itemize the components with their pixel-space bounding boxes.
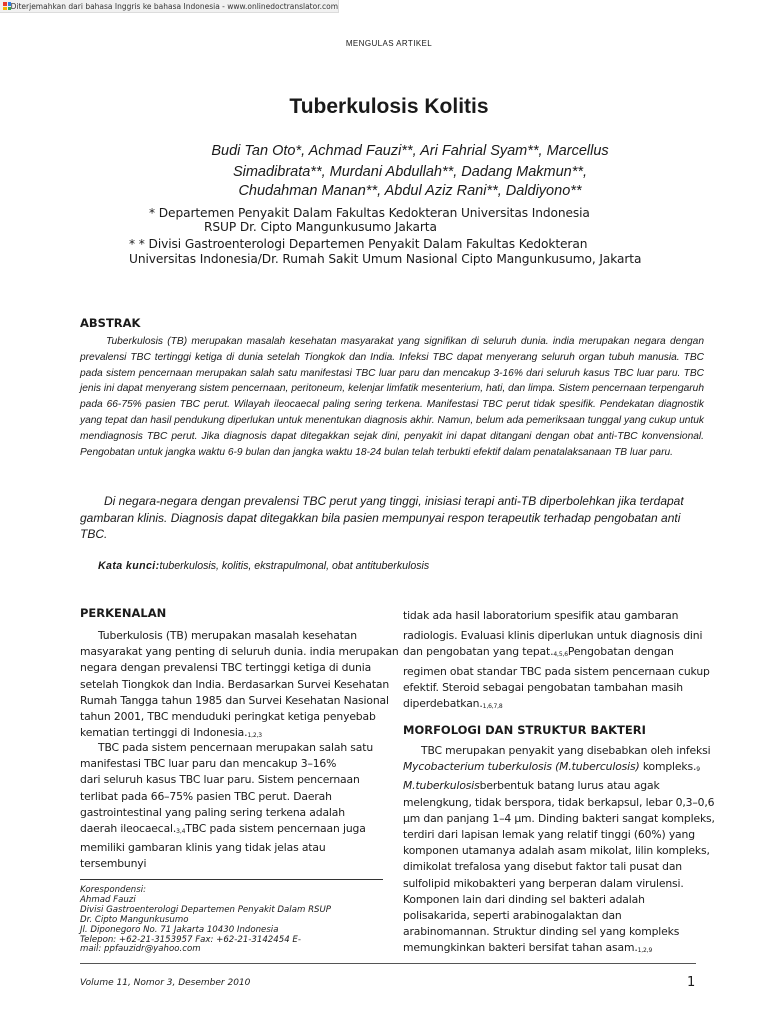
text-line: dimikolat trefalosa yang disebut faktor tali pusat dan <box>403 860 682 874</box>
text-line <box>403 759 715 778</box>
text-line <box>403 778 715 794</box>
journal-volume: Volume 11, Nomor 3, Desember 2010 <box>80 978 251 988</box>
text-line: tidak ada hasil laboratorium spesifik atau gambaran <box>403 609 679 622</box>
morphology-paragraph <box>403 743 715 960</box>
text-line: arabinomannan. Struktur dinding sel yang kompleks <box>403 925 680 939</box>
article-title: Tuberkulosis Kolitis <box>289 95 489 118</box>
text-fragment: Pengobatan dengan <box>567 645 674 659</box>
correspondence-address: Jl. Diponegoro No. 71 Jakarta 10430 Indonesia <box>80 924 279 935</box>
abstract-heading: ABSTRAK <box>80 316 141 330</box>
text-line: efektif. Steroid sebagai pengobatan tambahan masih <box>403 680 683 694</box>
abstract-paragraph-1: Tuberkulosis (TB) merupakan masalah kesehatan masyarakat yang signifikan di seluruh dunia. india merupakan negara dengan prevalensi TBC tertinggi ketiga di dunia setelah Tiongkok dan India. Infeksi TBC dapat menyerang seluruh organ tubuh manusia. TBC pada sistem pencernaan merupakan salah satu manifestasi TBC luar paru dan mencakup 3-16% dari seluruh kasus TBC luar paru. TBC jenis ini dapat menyerang sistem pencernaan, peritoneum, kelenjar limfatik mesenterium, hati, dan limpa. Sistem pencernaan terpengaruh pada 66-75% pasien TBC perut. Wilayah ileocaecal paling sering terkena. Manifestasi TBC perut tidak spesifik. Pendekatan diagnostik yang tepat dan hasil pendukung diperlukan untuk menentukan diagnosis akhir. Namun, belum ada pemeriksaan tunggal yang cukup untuk mendiagnosis TBC perut. Jika diagnosis dapat ditegakkan sejak dini, penyakit ini dapat ditangani dengan obat anti-TBC konvensional. Pengobatan untuk jangka waktu 6-9 bulan dan jangka waktu 18-24 bulan telah terbukti efektif dalam penatalaksanaan TB luar paru. <box>80 336 704 458</box>
introduction-paragraph-1 <box>80 628 399 744</box>
correspondence-divider <box>80 879 383 880</box>
text-line: μm dan panjang 1–4 μm. Dinding bakteri sangat kompleks, <box>403 811 715 825</box>
text-line: komponen utamanya adalah asam mikolat, lilin kompleks, <box>403 844 710 858</box>
keywords-label: Kata kunci: <box>98 560 160 572</box>
species-name: M.tuberkulosis <box>403 779 480 793</box>
introduction-heading: PERKENALAN <box>80 606 167 620</box>
affiliation-1-line-1: * Departemen Penyakit Dalam Fakultas Kedokteran Universitas Indonesia <box>149 206 590 220</box>
text-line: memiliki gambaran klinis yang tidak jelas atau <box>80 841 326 855</box>
citation-ref: 3,4 <box>176 828 186 836</box>
text-line: terlibat pada 66–75% pasien TBC perut. Daerah <box>80 789 332 803</box>
morphology-heading: MORFOLOGI DAN STRUKTUR BAKTERI <box>403 723 646 737</box>
text-line: TBC merupakan penyakit yang disebabkan oleh infeksi <box>421 744 711 757</box>
text-fragment: berbentuk batang lurus atau agak <box>479 779 660 793</box>
keywords <box>98 560 429 572</box>
correspondence-label: Korespondensi: <box>80 885 146 895</box>
text-fragment: kematian tertinggi di Indonesia. <box>80 726 248 740</box>
text-line: sulfolipid mikobakteri yang berperan dalam virulensi. <box>403 876 684 890</box>
text-line: masyarakat yang penting di seluruh dunia. india merupakan <box>80 645 399 659</box>
authors-line-1: Budi Tan Oto*, Achmad Fauzi**, Ari Fahrial Syam**, Marcellus <box>211 143 609 159</box>
citation-ref: 4,5,6 <box>553 651 568 659</box>
text-fragment: dan pengobatan yang tepat. <box>403 645 554 659</box>
text-line: dari seluruh kasus TBC luar paru. Sistem pencernaan <box>80 773 360 787</box>
affiliation-1-line-2: RSUP Dr. Cipto Mangunkusumo Jakarta <box>204 220 437 234</box>
text-line: negara dengan prevalensi TBC tertinggi ketiga di dunia <box>80 661 372 675</box>
text-line <box>403 696 710 715</box>
text-line: Komponen lain dari dinding sel bakteri adalah <box>403 892 645 906</box>
text-line <box>403 940 715 959</box>
page-number: 1 <box>687 975 696 990</box>
affiliation-2-line-1: * * Divisi Gastroenterologi Departemen Penyakit Dalam Fakultas Kedokteran <box>129 237 588 251</box>
citation-ref: 1,2,9 <box>637 947 653 955</box>
text-line <box>80 821 373 840</box>
correspondence-block <box>80 886 331 955</box>
text-line <box>403 644 710 663</box>
introduction-paragraph-2 <box>80 740 373 873</box>
correspondence-phone: Telepon: +62-21-3153957 Fax: +62-21-3142454 E- <box>80 934 301 945</box>
keywords-list: tuberkulosis, kolitis, ekstrapulmonal, obat antituberkulosis <box>159 560 430 572</box>
abstract-paragraph-2: Di negara-negara dengan prevalensi TBC perut yang tinggi, inisiasi terapi anti-TB diperbolehkan jika terdapat gambaran klinis. Diagnosis dapat ditegakkan bila pasien mempunyai respon terapeutik terhadap pengobatan anti TBC. <box>80 494 684 541</box>
text-line: gastrointestinal yang paling sering terkena adalah <box>80 805 345 819</box>
text-line: melengkung, tidak berspora, tidak berkapsul, lebar 0,3–0,6 <box>403 795 715 809</box>
text-fragment: memungkinkan bakteri bersifat tahan asam. <box>403 941 638 955</box>
text-line: Tuberkulosis (TB) merupakan masalah kesehatan <box>98 629 357 642</box>
affiliation-2-line-2: Universitas Indonesia/Dr. Rumah Sakit Umum Nasional Cipto Mangunkusumo, Jakarta <box>129 252 642 266</box>
text-fragment: daerah ileocaecal. <box>80 822 177 836</box>
footer-divider <box>80 963 696 964</box>
text-line: radiologis. Evaluasi klinis diperlukan untuk diagnosis dini <box>403 629 703 643</box>
citation-ref: 1,6,7,8 <box>482 703 503 711</box>
authors-line-2: Simadibrata**, Murdani Abdullah**, Dadang Makmun**, <box>232 164 588 180</box>
text-line: polisakarida, seperti arabinogalaktan dan <box>403 909 622 923</box>
text-fragment: TBC pada sistem pencernaan juga <box>185 822 366 836</box>
text-line: tahun 2001, TBC menduduki peringkat ketiga penyebab <box>80 710 376 724</box>
citation-ref: 9 <box>696 766 700 774</box>
correspondence-email[interactable]: mail: ppfauzidr@yahoo.com <box>80 944 201 955</box>
citation-ref: 1,2,3 <box>247 732 262 740</box>
species-name: Mycobacterium tuberkulosis (M.tuberculosis) <box>403 760 640 774</box>
text-line: setelah Tiongkok dan India. Berdasarkan Survei Kesehatan <box>80 677 390 691</box>
right-paragraph-1 <box>403 608 710 715</box>
text-line: Rumah Tangga tahun 1985 dan Survei Kesehatan Nasional <box>80 693 389 707</box>
text-fragment: kompleks. <box>639 760 697 774</box>
correspondence-name: Ahmad Fauzi <box>80 894 136 905</box>
translator-logo-icon <box>3 2 8 10</box>
text-fragment: diperdebatkan. <box>403 697 483 711</box>
translator-banner[interactable] <box>0 0 339 13</box>
text-line: terdiri dari lapisan lemak yang relatif tinggi (60%) yang <box>403 828 695 842</box>
correspondence-dept: Divisi Gastroenterologi Departemen Penyakit Dalam RSUP <box>80 904 331 915</box>
authors-line-3: Chudahman Manan**, Abdul Aziz Rani**, Daldiyono** <box>238 183 582 199</box>
text-line: regimen obat standar TBC pada sistem pencernaan cukup <box>403 664 710 678</box>
translator-banner-text[interactable]: Diterjemahkan dari bahasa Inggris ke bahasa Indonesia - www.onlinedoctranslator.com <box>10 1 338 11</box>
section-label: MENGULAS ARTIKEL <box>345 39 433 48</box>
text-line: manifestasi TBC luar paru dan mencakup 3–16% <box>80 757 337 771</box>
text-line: tersembunyi <box>80 857 147 871</box>
text-line: TBC pada sistem pencernaan merupakan salah satu <box>98 741 374 754</box>
correspondence-hospital: Dr. Cipto Mangunkusumo <box>80 914 189 925</box>
